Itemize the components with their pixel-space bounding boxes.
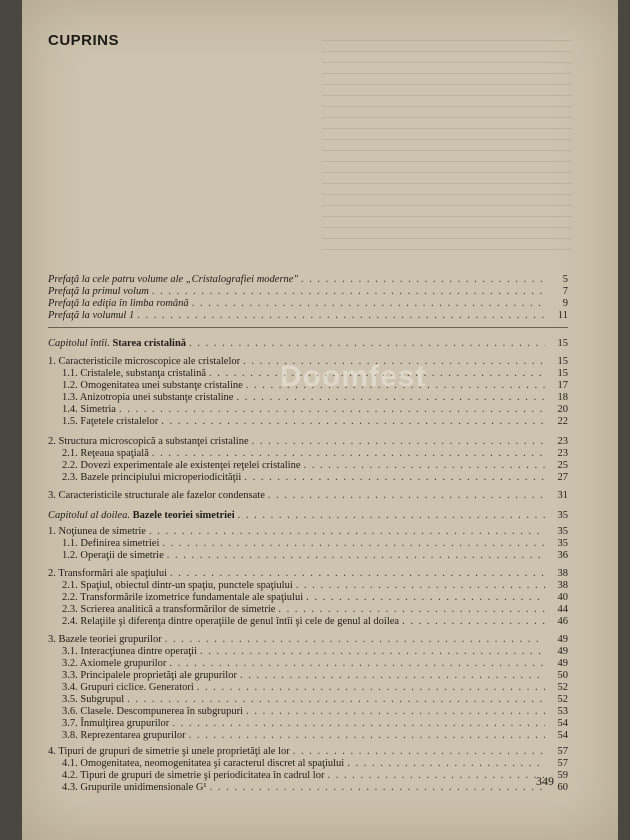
toc-entry — [48, 706, 568, 718]
toc-entry-title: 3.2. Axiomele grupurilor — [62, 658, 167, 669]
toc-entry-page: 5 — [562, 274, 568, 285]
toc-entry-title: Capitolul întîi. Starea cristalină — [48, 338, 187, 349]
toc-entry-page: 31 — [557, 490, 568, 501]
toc-entry-title: 4.3. Grupurile unidimensionale G¹ — [62, 782, 207, 793]
toc-entry-page: 40 — [557, 592, 568, 603]
toc-entry-title: 4.1. Omogenitatea, neomogenitatea şi caracterul discret al spaţiului — [62, 758, 345, 769]
dot-leader — [278, 604, 545, 616]
toc-entry-title: 2.1. Reţeaua spaţială — [62, 448, 149, 459]
dot-leader — [306, 592, 545, 604]
toc-entry — [48, 730, 568, 742]
toc-entry — [48, 746, 568, 758]
dot-leader — [189, 730, 545, 742]
toc-entry — [48, 770, 568, 782]
toc-entry-page: 15 — [557, 356, 568, 367]
toc-entry-title: Prefaţă la ediţia în limba română — [48, 298, 189, 309]
toc-entry — [48, 694, 568, 706]
dot-leader — [170, 568, 545, 580]
toc-entry-page: 20 — [557, 404, 568, 415]
toc-entry-title: 1.5. Faţetele cristalelor — [62, 416, 159, 427]
toc-entry-page: 44 — [557, 604, 568, 615]
toc-entry — [48, 718, 568, 730]
watermark: Doomfest — [280, 360, 427, 393]
toc-entry — [48, 616, 568, 628]
toc-entry-title: 3. Bazele teoriei grupurilor — [48, 634, 162, 645]
toc-entry-page: 23 — [557, 448, 568, 459]
bleed-through-text — [322, 40, 572, 250]
dot-leader — [252, 436, 545, 448]
toc-entry — [48, 436, 568, 448]
toc-entry-title: 1.1. Cristalele, substanţa cristalină — [62, 368, 207, 379]
toc-entry-page: 35 — [557, 510, 568, 521]
dot-leader — [127, 694, 545, 706]
dot-leader — [162, 538, 545, 550]
page-number: 349 — [536, 774, 554, 788]
dot-leader — [293, 746, 545, 758]
section-divider — [48, 327, 568, 328]
dot-leader — [301, 274, 545, 286]
toc-entry-title: 2.2. Dovezi experimentale ale existenţei reţelei cristaline — [62, 460, 301, 471]
dot-leader — [161, 416, 545, 428]
dot-leader — [246, 706, 545, 718]
toc-entry — [48, 682, 568, 694]
toc-entry-page: 50 — [557, 670, 568, 681]
toc-entry — [48, 538, 568, 550]
dot-leader — [152, 286, 545, 298]
toc-entry — [48, 526, 568, 538]
toc-entry-page: 38 — [557, 580, 568, 591]
toc-entry-title: 1.4. Simetria — [62, 404, 116, 415]
toc-entry — [48, 404, 568, 416]
dot-leader — [200, 646, 545, 658]
dot-leader — [347, 758, 545, 770]
toc-entry-page: 52 — [557, 694, 568, 705]
dot-leader — [268, 490, 545, 502]
toc-entry-page: 54 — [557, 718, 568, 729]
toc-entry — [48, 448, 568, 460]
dot-leader — [149, 526, 545, 538]
toc-entry-title: 2. Structura microscopică a substanţei cristaline — [48, 436, 249, 447]
toc-entry-title: 2.3. Bazele principiului microperiodicităţii — [62, 472, 242, 483]
toc-entry-page: 11 — [557, 310, 568, 321]
dot-leader — [152, 448, 545, 460]
dot-leader — [402, 616, 545, 628]
toc-entry-title: 3.1. Interacţiunea dintre operaţii — [62, 646, 197, 657]
toc-entry-page: 54 — [557, 730, 568, 741]
toc-entry — [48, 286, 568, 298]
dot-leader — [165, 634, 545, 646]
dot-leader — [197, 682, 545, 694]
toc-entry — [48, 568, 568, 580]
toc-entry-page: 52 — [557, 682, 568, 693]
toc-entry-title: 3.3. Principalele proprietăţi ale grupurilor — [62, 670, 237, 681]
toc-entry — [48, 298, 568, 310]
toc-entry-title: 3.8. Reprezentarea grupurilor — [62, 730, 186, 741]
toc-entry-title: 3.4. Grupuri ciclice. Generatori — [62, 682, 194, 693]
dot-leader — [240, 670, 545, 682]
toc-entry-title: 2.1. Spaţiul, obiectul dintr-un spaţiu, punctele spaţiului — [62, 580, 293, 591]
toc-entry — [48, 550, 568, 562]
toc-entry-title: Prefaţă la primul volum — [48, 286, 149, 297]
document-page — [22, 0, 618, 840]
toc-entry-page: 15 — [557, 338, 568, 349]
toc-entry-title: 3.7. Înmulţirea grupurilor — [62, 718, 170, 729]
toc-entry-title: 4.2. Tipuri de grupuri de simetrie şi periodicitatea în cadrul lor — [62, 770, 325, 781]
toc-entry — [48, 592, 568, 604]
toc-entry — [48, 416, 568, 428]
toc-entry — [48, 604, 568, 616]
toc-entry — [48, 472, 568, 484]
toc-entry-title: 2.3. Scrierea analitică a transformărilor de simetrie — [62, 604, 276, 615]
toc-entry-title: 1. Caracteristicile microscopice ale cristalelor — [48, 356, 241, 367]
toc-entry — [48, 490, 568, 502]
toc-entry-page: 25 — [557, 460, 568, 471]
dot-leader — [296, 580, 545, 592]
toc-entry-page: 59 — [557, 770, 568, 781]
toc-entry-page: 18 — [557, 392, 568, 403]
toc-entry-page: 27 — [557, 472, 568, 483]
page-title: CUPRINS — [48, 32, 120, 49]
toc-entry-title: 2. Transformări ale spaţiului — [48, 568, 167, 579]
toc-entry-page: 35 — [557, 538, 568, 549]
toc-entry-title: 3. Caracteristicile structurale ale fazelor condensate — [48, 490, 265, 501]
toc-entry-page: 46 — [557, 616, 568, 627]
toc-entry-title: 2.2. Transformările izometrice fundamentale ale spaţiului — [62, 592, 304, 603]
toc-entry-title: 1.3. Anizotropia unei substanţe cristaline — [62, 392, 234, 403]
toc-entry-title: 1.2. Omogenitatea unei substanţe cristaline — [62, 380, 243, 391]
dot-leader — [238, 510, 545, 522]
toc-entry-page: 49 — [557, 646, 568, 657]
dot-leader — [303, 460, 545, 472]
toc-entry-page: 49 — [557, 658, 568, 669]
dot-leader — [172, 718, 545, 730]
toc-entry — [48, 580, 568, 592]
toc-entry-page: 9 — [562, 298, 568, 309]
toc-entry-page: 36 — [557, 550, 568, 561]
toc-entry-page: 17 — [557, 380, 568, 391]
toc-entry-page: 23 — [557, 436, 568, 447]
toc-entry-title: Prefaţă la volumul 1 — [48, 310, 135, 321]
dot-leader — [137, 310, 545, 322]
toc-entry — [48, 658, 568, 670]
dot-leader — [210, 782, 545, 794]
toc-entry — [48, 670, 568, 682]
toc-entry-title: 3.5. Subgrupul — [62, 694, 125, 705]
toc-entry-page: 57 — [557, 746, 568, 757]
dot-leader — [167, 550, 545, 562]
toc-entry-page: 60 — [557, 782, 568, 793]
toc-entry — [48, 510, 568, 522]
toc-entry — [48, 782, 568, 794]
toc-entry-title: 1.1. Definirea simetriei — [62, 538, 160, 549]
toc-entry — [48, 634, 568, 646]
toc-entry — [48, 310, 568, 322]
toc-entry-page: 22 — [557, 416, 568, 427]
toc-entry — [48, 646, 568, 658]
toc-entry-title: 1.2. Operaţii de simetrie — [62, 550, 164, 561]
toc-entry-title: 4. Tipuri de grupuri de simetrie şi unele proprietăţi ale lor — [48, 746, 290, 757]
dot-leader — [119, 404, 545, 416]
toc-entry-title: Capitolul al doilea. Bazele teoriei simetriei — [48, 510, 235, 521]
dot-leader — [169, 658, 545, 670]
toc-entry — [48, 460, 568, 472]
toc-entry-title: 1. Noţiunea de simetrie — [48, 526, 146, 537]
toc-entry — [48, 274, 568, 286]
toc-entry — [48, 758, 568, 770]
toc-entry-title: 2.4. Relaţiile şi diferenţa dintre operaţiile de genul întîi şi cele de genul al doilea — [62, 616, 400, 627]
toc-entry-page: 35 — [557, 526, 568, 537]
toc-entry-page: 53 — [557, 706, 568, 717]
dot-leader — [192, 298, 545, 310]
toc-entry-page: 15 — [557, 368, 568, 379]
toc-entry-page: 7 — [562, 286, 568, 297]
toc-entry-page: 57 — [557, 758, 568, 769]
dot-leader — [327, 770, 545, 782]
dot-leader — [244, 472, 545, 484]
toc-entry-title: 3.6. Clasele. Descompunerea în subgrupuri — [62, 706, 244, 717]
dot-leader — [189, 338, 545, 350]
toc-entry-title: Prefaţă la cele patru volume ale „Cristalografiei moderne" — [48, 274, 298, 285]
toc-entry-page: 38 — [557, 568, 568, 579]
toc-entry — [48, 338, 568, 350]
toc-entry-page: 49 — [557, 634, 568, 645]
